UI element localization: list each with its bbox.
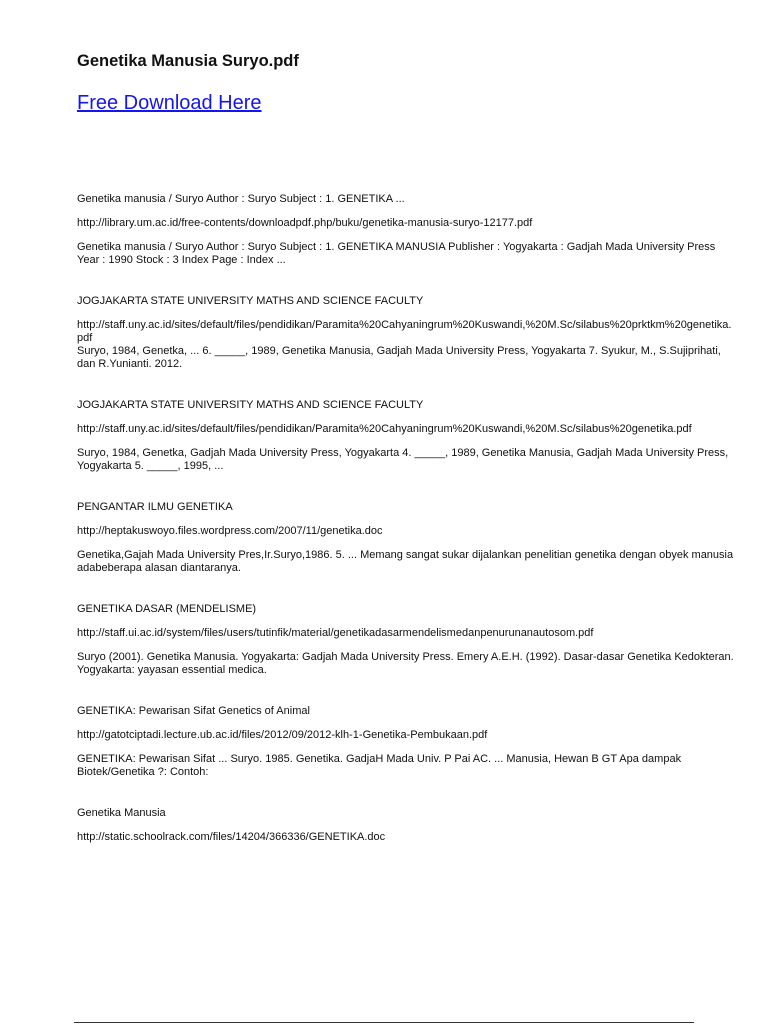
- result-url[interactable]: http://gatotciptadi.lecture.ub.ac.id/files/2012/09/2012-klh-1-Genetika-Pembukaan.pdf: [77, 729, 488, 741]
- result-description: Suryo (2001). Genetika Manusia. Yogyakarta: Gadjah Mada University Press. Emery A.E.H. (1992). Dasar-dasar Genetika Kedokteran. Yogyakarta: yayasan essential medica.: [77, 651, 734, 676]
- result-title: JOGJAKARTA STATE UNIVERSITY MATHS AND SCIENCE FACULTY: [77, 399, 424, 411]
- result-url[interactable]: http://heptakuswoyo.files.wordpress.com/2007/11/genetika.doc: [77, 525, 383, 537]
- result-url[interactable]: http://staff.ui.ac.id/system/files/users/tutinfik/material/genetikadasarmendelismedanpenurunanautosom.pdf: [77, 627, 594, 639]
- result-entry: [77, 501, 737, 575]
- result-title: Genetika manusia / Suryo Author : Suryo Subject : 1. GENETIKA ...: [77, 193, 405, 205]
- result-url[interactable]: http://staff.uny.ac.id/sites/default/files/pendidikan/Paramita%20Cahyaningrum%20Kuswandi,%20M.Sc/silabus%20prktkm%20genetika.pdf: [77, 319, 732, 344]
- result-title: GENETIKA: Pewarisan Sifat Genetics of Animal: [77, 705, 310, 717]
- result-title: GENETIKA DASAR (MENDELISME): [77, 603, 257, 615]
- search-results: [77, 193, 737, 872]
- result-title: PENGANTAR ILMU GENETIKA: [77, 501, 233, 513]
- result-entry: [77, 807, 737, 844]
- result-title: JOGJAKARTA STATE UNIVERSITY MATHS AND SCIENCE FACULTY: [77, 295, 424, 307]
- result-description: Genetika manusia / Suryo Author : Suryo Subject : 1. GENETIKA MANUSIA Publisher : Yogyakarta : Gadjah Mada University Press Year : 1990 Stock : 3 Index Page : Index ...: [77, 241, 716, 266]
- result-description: GENETIKA: Pewarisan Sifat ... Suryo. 1985. Genetika. GadjaH Mada Univ. P Pai AC. ... Manusia, Hewan B GT Apa dampak Biotek/Genetika ?: Contoh:: [77, 753, 682, 778]
- result-url[interactable]: http://static.schoolrack.com/files/14204/366336/GENETIKA.doc: [77, 831, 386, 843]
- result-description: Suryo, 1984, Genetka, ... 6. _____, 1989, Genetika Manusia, Gadjah Mada University Press, Yogyakarta 7. Syukur, M., S.Sujiprihati, dan R.Yunianti. 2012.: [77, 345, 721, 370]
- result-title: Genetika Manusia: [77, 807, 166, 819]
- result-entry: [77, 399, 737, 473]
- result-description: Suryo, 1984, Genetka, Gadjah Mada University Press, Yogyakarta 4. _____, 1989, Genetika Manusia, Gadjah Mada University Press, Yogyakarta 5. _____, 1995, ...: [77, 447, 729, 472]
- document-title: Genetika Manusia Suryo.pdf: [77, 52, 299, 70]
- free-download-link[interactable]: Free Download Here: [77, 92, 262, 114]
- result-entry: [77, 193, 737, 267]
- result-entry: [77, 705, 737, 779]
- result-url[interactable]: http://staff.uny.ac.id/sites/default/files/pendidikan/Paramita%20Cahyaningrum%20Kuswandi,%20M.Sc/silabus%20genetika.pdf: [77, 423, 692, 435]
- result-description: Genetika,Gajah Mada University Pres,Ir.Suryo,1986. 5. ... Memang sangat sukar dijalankan penelitian genetika dengan obyek manusia adabeberapa alasan diantaranya.: [77, 549, 734, 574]
- footer-divider: [74, 1022, 694, 1023]
- result-entry: [77, 603, 737, 677]
- result-url[interactable]: http://library.um.ac.id/free-contents/downloadpdf.php/buku/genetika-manusia-suryo-12177.pdf: [77, 217, 533, 229]
- result-entry: [77, 295, 737, 371]
